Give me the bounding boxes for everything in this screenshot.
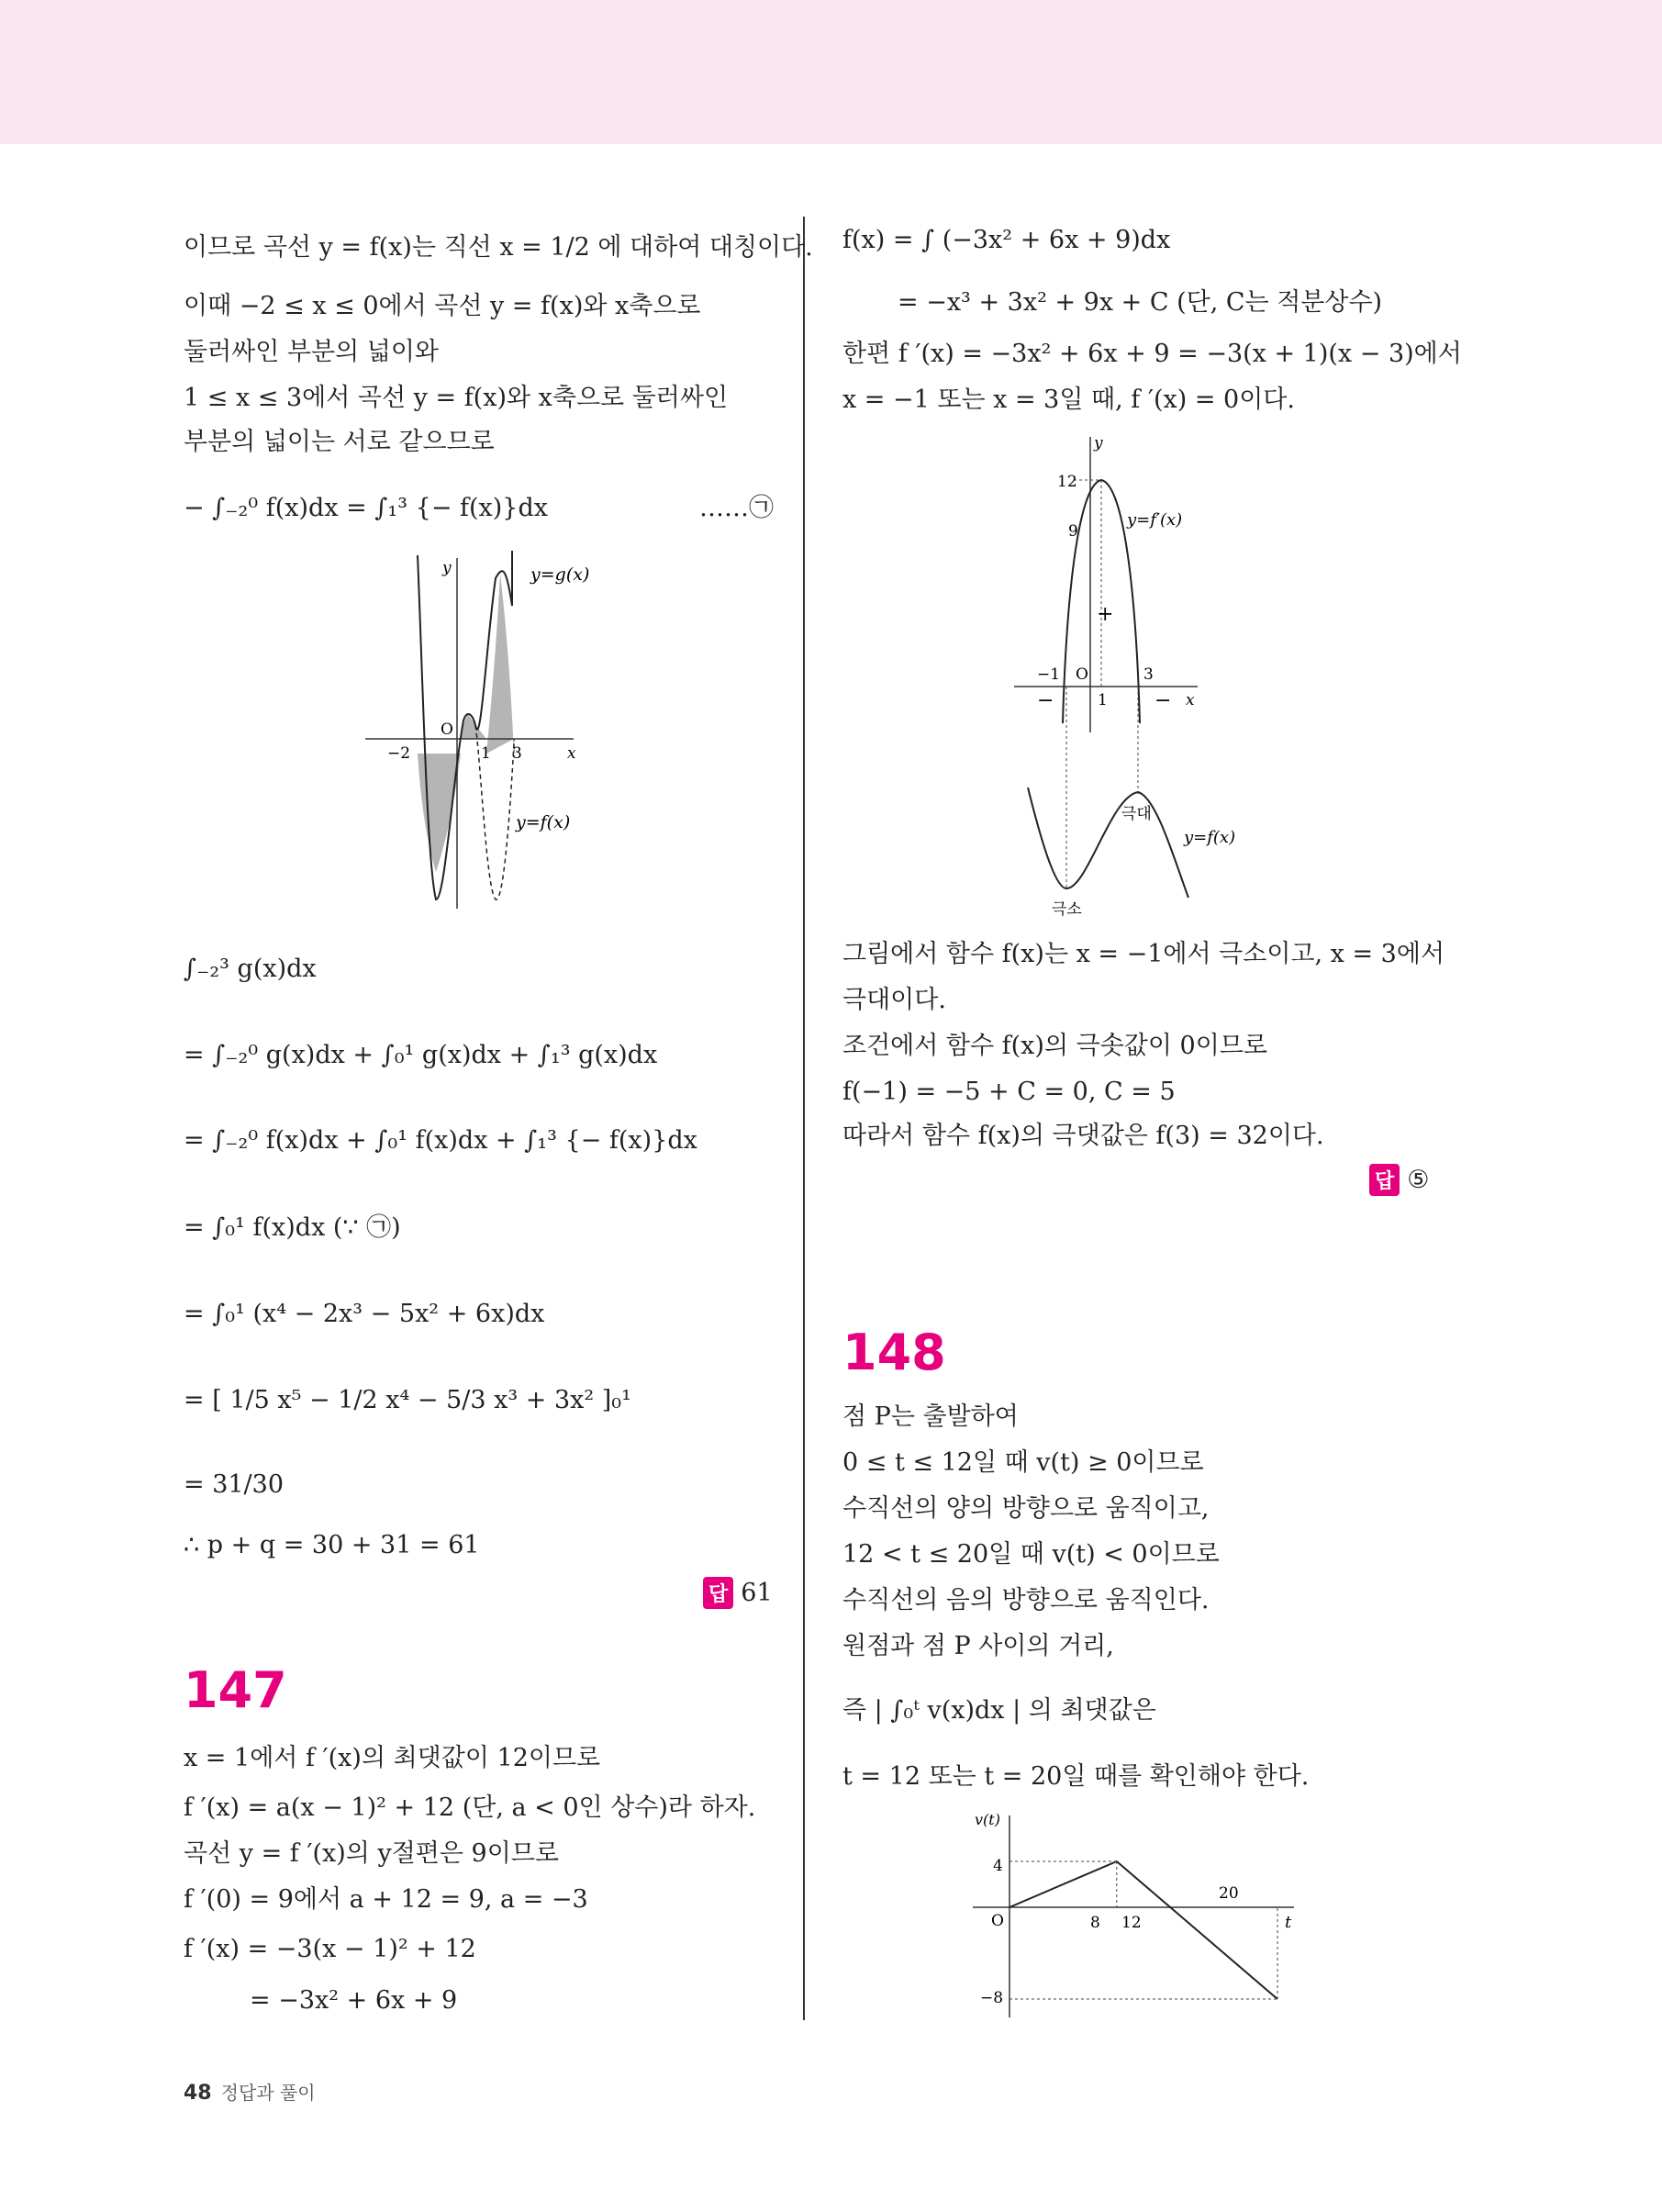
text-line: f(−1) = −5 + C = 0, C = 5 xyxy=(842,1078,1176,1106)
text-line: 극대이다. xyxy=(842,986,946,1014)
min-label: 극소 xyxy=(1052,900,1082,919)
equation-line: ∴ p + q = 30 + 31 = 61 xyxy=(184,1531,480,1559)
text-line: 12 < t ≤ 20일 때 v(t) < 0이므로 xyxy=(842,1540,1220,1569)
equation-line: = ∫₀¹ f(x)dx (∵ ㉠) xyxy=(184,1213,401,1242)
equation-tag: ……㉠ xyxy=(699,494,774,522)
shaded-region xyxy=(486,574,514,754)
max-label: 극대 xyxy=(1121,805,1152,823)
text-line: 0 ≤ t ≤ 12일 때 v(t) ≥ 0이므로 xyxy=(842,1448,1204,1477)
graph-g-f xyxy=(358,551,597,918)
tick-label: 4 xyxy=(993,1857,1003,1875)
equation-line: 즉 | ∫₀ᵗ v(x)dx | 의 최댓값은 xyxy=(842,1696,1156,1725)
graph-label: y=f(x) xyxy=(1184,828,1236,847)
header-band xyxy=(0,0,1662,144)
problem-number: 148 xyxy=(842,1324,946,1381)
curve-f xyxy=(1028,788,1188,898)
axis-label: x xyxy=(1186,691,1195,709)
tick-label: 1 xyxy=(481,744,491,763)
text-line: 수직선의 양의 방향으로 움직이고, xyxy=(842,1494,1210,1523)
equation-line: = 31/30 xyxy=(184,1470,284,1499)
tick-label: 9 xyxy=(1068,522,1078,541)
text-line: 부분의 넓이는 서로 같으므로 xyxy=(184,428,495,456)
graph-label: y=f′(x) xyxy=(1127,510,1183,530)
text-line: = −3x² + 6x + 9 xyxy=(250,1986,458,2015)
tick-label: −1 xyxy=(1037,665,1061,684)
text-line: 그림에서 함수 f(x)는 x = −1에서 극소이고, x = 3에서 xyxy=(842,940,1445,968)
answer-box xyxy=(703,1577,773,1609)
origin-label: O xyxy=(1076,665,1088,684)
tick-label: 8 xyxy=(1090,1914,1100,1932)
text-line: f ′(x) = −3(x − 1)² + 12 xyxy=(184,1935,476,1963)
text-line: 점 P는 출발하여 xyxy=(842,1402,1019,1431)
column-divider xyxy=(803,217,805,2020)
series-line-v xyxy=(1009,1861,1277,1999)
text-line: x = 1에서 f ′(x)의 최댓값이 12이므로 xyxy=(184,1744,601,1772)
page-footer xyxy=(184,2078,316,2105)
answer-value: ⑤ xyxy=(1407,1166,1430,1194)
graph-label: y=g(x) xyxy=(530,564,590,585)
tick-label: −8 xyxy=(980,1989,1004,2007)
equation-line: f(x) = ∫ (−3x² + 6x + 9)dx xyxy=(842,226,1171,254)
equation-line: − ∫₋₂⁰ f(x)dx = ∫₁³ {− f(x)}dx xyxy=(184,494,548,522)
text-line: 원점과 점 P 사이의 거리, xyxy=(842,1632,1114,1660)
text-line: f ′(x) = a(x − 1)² + 12 (단, a < 0인 상수)라 하자. xyxy=(184,1793,756,1822)
text-line: x = −1 또는 x = 3일 때, f ′(x) = 0이다. xyxy=(842,385,1295,414)
answer-value: 61 xyxy=(741,1579,773,1607)
page-number: 48 xyxy=(184,2082,212,2105)
footer-title: 정답과 풀이 xyxy=(220,2082,316,2104)
origin-label: O xyxy=(441,721,453,739)
problem-number: 147 xyxy=(184,1661,287,1719)
axis-label: t xyxy=(1285,1913,1292,1932)
axis-label: y xyxy=(1094,434,1103,452)
answer-tag: 답 xyxy=(1369,1164,1400,1196)
origin-label: O xyxy=(991,1912,1004,1930)
tick-label: 3 xyxy=(1143,665,1154,684)
text-line: 따라서 함수 f(x)의 극댓값은 f(3) = 32이다. xyxy=(842,1122,1324,1150)
text-line: 조건에서 함수 f(x)의 극솟값이 0이므로 xyxy=(842,1032,1267,1060)
equation-line: = [ 1/5 x⁵ − 1/2 x⁴ − 5/3 x³ + 3x² ]₀¹ xyxy=(184,1386,631,1414)
tick-label: 1 xyxy=(1098,691,1108,709)
text-line: 1 ≤ x ≤ 3에서 곡선 y = f(x)와 x축으로 둘러싸인 xyxy=(184,384,729,412)
sign-label: − xyxy=(1154,689,1172,712)
axis-label: v(t) xyxy=(975,1811,1000,1828)
text-line: 둘러싸인 부분의 넓이와 xyxy=(184,338,439,366)
tick-label: 12 xyxy=(1121,1914,1142,1932)
tick-label: −2 xyxy=(387,744,411,763)
tick-label: 3 xyxy=(512,744,522,763)
text-line: 이때 −2 ≤ x ≤ 0에서 곡선 y = f(x)와 x축으로 xyxy=(184,292,701,320)
equation-line: ∫₋₂³ g(x)dx xyxy=(184,955,317,983)
text-line: 한편 f ′(x) = −3x² + 6x + 9 = −3(x + 1)(x − 3)에서 xyxy=(842,340,1462,368)
graph-fprime-f xyxy=(1009,430,1248,925)
tick-label: 12 xyxy=(1057,473,1077,491)
text-line: 수직선의 음의 방향으로 움직인다. xyxy=(842,1586,1210,1614)
axis-label: x xyxy=(567,744,576,763)
sign-label: − xyxy=(1037,689,1054,712)
shaded-region xyxy=(418,739,461,872)
answer-box xyxy=(1369,1164,1429,1196)
equation-line: = −x³ + 3x² + 9x + C (단, C는 적분상수) xyxy=(898,288,1383,317)
text-line: 곡선 y = f ′(x)의 y절편은 9이므로 xyxy=(184,1839,559,1868)
equation-line: = ∫₋₂⁰ f(x)dx + ∫₀¹ f(x)dx + ∫₁³ {− f(x)}dx xyxy=(184,1126,697,1155)
text-line: 이므로 곡선 y = f(x)는 직선 x = 1/2 에 대하여 대칭이다. xyxy=(184,233,813,262)
equation-line: = ∫₀¹ (x⁴ − 2x³ − 5x² + 6x)dx xyxy=(184,1300,545,1328)
graph-vt xyxy=(954,1806,1322,2027)
sign-label: + xyxy=(1097,603,1114,626)
text-line: f ′(0) = 9에서 a + 12 = 9, a = −3 xyxy=(184,1885,588,1914)
axis-label: y xyxy=(442,559,452,577)
text-line: t = 12 또는 t = 20일 때를 확인해야 한다. xyxy=(842,1762,1310,1791)
equation-line: = ∫₋₂⁰ g(x)dx + ∫₀¹ g(x)dx + ∫₁³ g(x)dx xyxy=(184,1041,658,1069)
answer-tag: 답 xyxy=(703,1577,733,1609)
tick-label: 20 xyxy=(1219,1884,1239,1903)
graph-label: y=f(x) xyxy=(516,812,571,832)
